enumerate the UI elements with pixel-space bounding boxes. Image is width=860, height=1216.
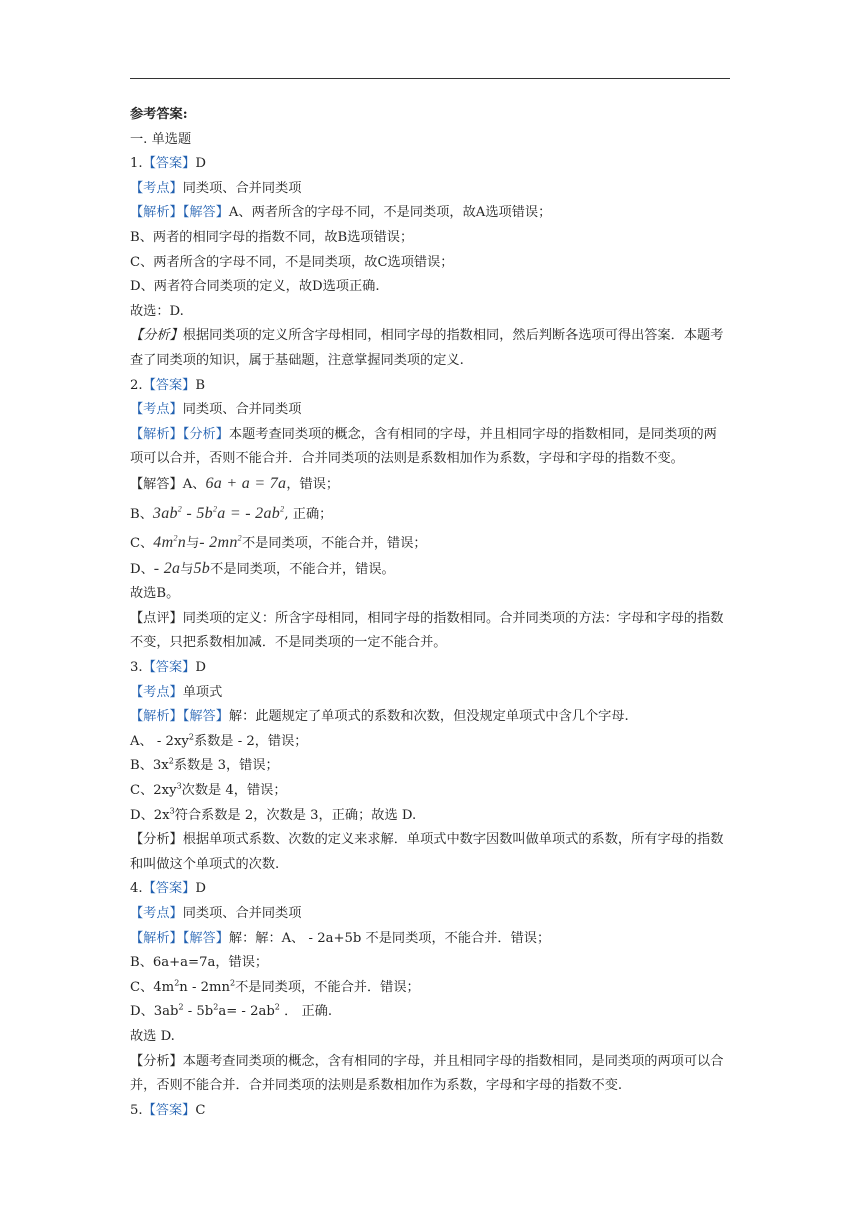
q4-jiexi: 【解析】【解答】解：解：A、 - 2a+5b 不是同类项，不能合并．错误； [130, 930, 551, 946]
q1-answer: 1.【答案】D [130, 156, 206, 172]
q1-fenxi: 【分析】根据同类项的定义所含字母相同，相同字母的指数相同，然后判断各选项可得出答案．本题考查了同类项的知识，属于基础题，注意掌握同类项的定义. [130, 328, 724, 368]
section-title: 一. 单选题 [130, 131, 192, 147]
q4-option-b: B、6a+a=7a，错误； [130, 955, 269, 971]
q4-fenxi: 【分析】本题考查同类项的概念，含有相同的字母，并且相同字母的指数相同，是同类项的两项可以合并，否则不能合并．合并同类项的法则是系数相加作为系数，字母和字母的指数不变. [130, 1053, 724, 1094]
q2-jiexi: 【解析】【分析】本题考查同类项的概念，含有相同的字母，并且相同字母的指数相同，是同类项的两项可以合并，否则不能合并．合并同类项的法则是系数相加作为系数，字母和字母的指数不变。 [130, 426, 717, 467]
q2-c-formula-1: $4m^2n$ [153, 533, 187, 552]
q5-answer: 5.【答案】C [130, 1102, 206, 1118]
q4-option-c: C、$4m^2n - 2mn^2$不是同类项，不能合并．错误； [130, 978, 420, 995]
q4-kaodian: 【考点】同类项、合并同类项 [130, 906, 302, 921]
heading: 参考答案: [130, 107, 188, 122]
q2-option-d: D、- 2a与5b不是同类项，不能合并，错误。 [130, 559, 395, 577]
q4-choose: 故选 D. [130, 1028, 175, 1044]
q3-jiexi: 【解析】【解答】解：此题规定了单项式的系数和次数，但没规定单项式中含几个字母. [130, 709, 629, 725]
q1-option-b: B、两者的相同字母的指数不同，故B选项错误； [130, 229, 414, 245]
q3-answer: 3.【答案】D [130, 660, 206, 676]
q1-kaodian: 【考点】同类项、合并同类项 [130, 180, 302, 196]
q2-dianping: 【点评】同类项的定义：所含字母相同，相同字母的指数相同。合并同类项的方法：字母和字母的指数不变，只把系数相加减．不是同类项的一定不能合并。 [130, 610, 724, 651]
q2-d-formula-1: - 2a [153, 559, 181, 577]
q2-option-c: C、$4m^2n$与- $2mn^2$不是同类项，不能合并，错误； [130, 533, 427, 552]
q3-option-c: C、$2xy^3$次数是 4，错误； [130, 781, 287, 799]
q1-choose: 故选：D. [130, 303, 184, 319]
q2-c-formula-2: - $2mn^2$ [199, 533, 242, 552]
q2-option-a: 【解答】A、6a + a = 7a，错误； [130, 474, 340, 492]
q2-option-b: B、$3ab^2 - 5b^2a$ = - $2ab^2$, 正确； [130, 504, 333, 522]
q2-kaodian: 【考点】同类项、合并同类项 [130, 402, 302, 418]
q3-kaodian: 【考点】单项式 [130, 684, 223, 700]
q1-jiexi: 【解析】【解答】A、两者所含的字母不同，不是同类项，故A选项错误； [130, 205, 552, 221]
q3-fenxi: 【分析】根据单项式系数、次数的定义来求解．单项式中数字因数叫做单项式的系数，所有字母的指数和叫做这个单项式的次数. [130, 832, 724, 872]
header-rule [130, 78, 730, 79]
q4-option-d: D、$3ab^2 - 5b^2a= - 2ab^2$ ． 正确. [130, 1002, 333, 1020]
answer-document [130, 103, 730, 1123]
q2-b-formula: $3ab^2 - 5b^2a$ = - $2ab^2$ [152, 504, 285, 522]
q1-option-d: D、两者符合同类项的定义，故D选项正确. [130, 279, 380, 295]
q4-answer: 4.【答案】D [130, 881, 206, 897]
q1-option-c: C、两者所含的字母不同，不是同类项，故C选项错误； [130, 254, 454, 270]
q2-choose: 故选B。 [130, 586, 180, 602]
q2-d-formula-2: 5b [193, 559, 211, 577]
q2-a-formula: 6a + a = 7a [205, 474, 287, 492]
q3-option-b: B、$3x^2$系数是 3，错误； [130, 757, 279, 774]
q2-answer: 2.【答案】B [130, 377, 206, 393]
q3-option-d: D、$2x^3$符合系数是 2，次数是 3，正确；故选 D. [130, 806, 417, 823]
q3-option-a: A、 - $2xy^2$系数是 - 2，错误； [130, 732, 308, 749]
